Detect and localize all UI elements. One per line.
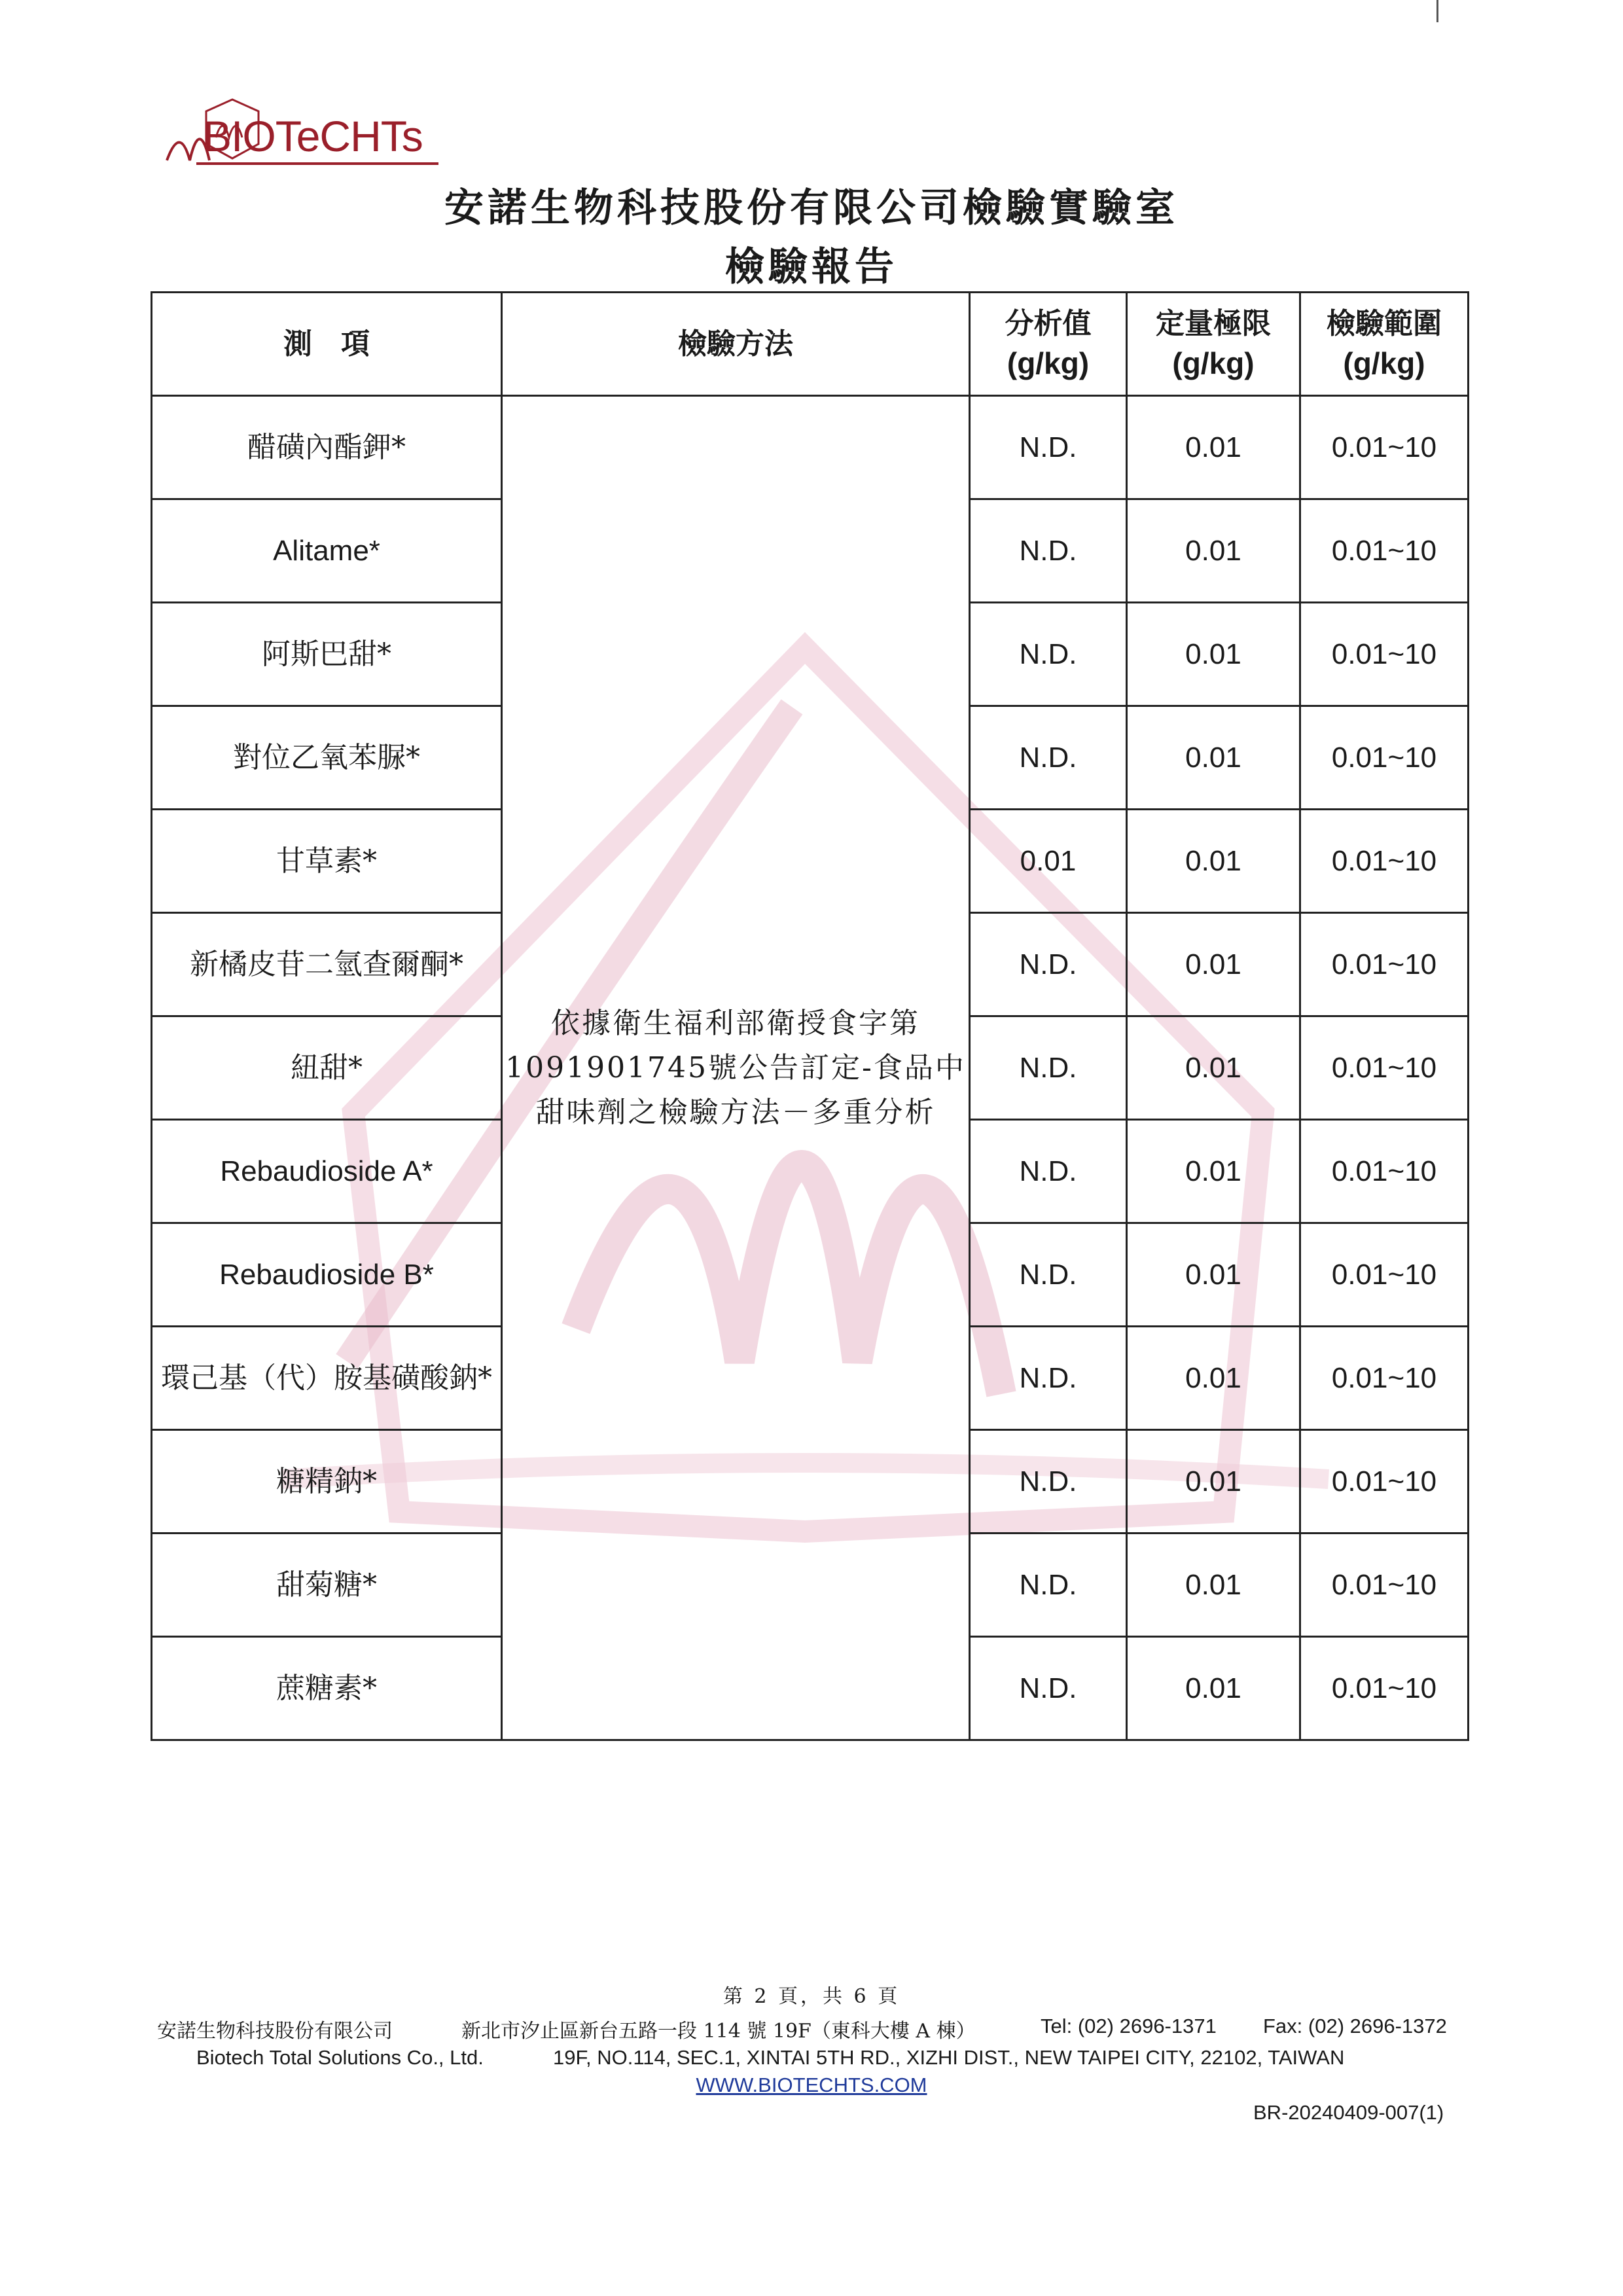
range-value: 0.01~10	[1300, 1534, 1469, 1637]
footer-website-link[interactable]: WWW.BIOTECHTS.COM	[696, 2073, 927, 2096]
document-id: BR-20240409-007(1)	[1253, 2101, 1444, 2124]
logo-text: BIOTeCHTs	[203, 112, 423, 160]
range-value: 0.01~10	[1300, 706, 1469, 810]
range-value: 0.01~10	[1300, 1637, 1469, 1740]
loq-value: 0.01	[1127, 1016, 1300, 1120]
range-value: 0.01~10	[1300, 603, 1469, 706]
loq-value: 0.01	[1127, 603, 1300, 706]
range-value: 0.01~10	[1300, 1120, 1469, 1223]
loq-value: 0.01	[1127, 1327, 1300, 1430]
loq-value: 0.01	[1127, 706, 1300, 810]
range-value: 0.01~10	[1300, 499, 1469, 603]
report-title: 檢驗報告	[725, 244, 898, 290]
analysis-value: N.D.	[970, 913, 1127, 1016]
analysis-value: N.D.	[970, 706, 1127, 810]
item-name: 甜菊糖*	[152, 1534, 502, 1637]
footer-company-zh: 安諾生物科技股份有限公司	[157, 2020, 393, 2043]
item-name: 糖精鈉*	[152, 1430, 502, 1534]
loq-value: 0.01	[1127, 396, 1300, 499]
footer-address-en: 19F, NO.114, SEC.1, XINTAI 5TH RD., XIZHI DIST., NEW TAIPEI CITY, 22102, TAIWAN	[553, 2046, 1345, 2069]
footer-address-zh: 新北市汐止區新台五路一段 114 號 19F（東科大樓 A 棟）	[461, 2020, 976, 2043]
range-value: 0.01~10	[1300, 1430, 1469, 1534]
analysis-value: N.D.	[970, 603, 1127, 706]
loq-value: 0.01	[1127, 1120, 1300, 1223]
item-name: 紐甜*	[152, 1016, 502, 1120]
item-name: 蔗糖素*	[152, 1637, 502, 1740]
scan-mark	[1436, 0, 1438, 22]
item-name: Rebaudioside A*	[152, 1120, 502, 1223]
loq-value: 0.01	[1127, 499, 1300, 603]
loq-value: 0.01	[1127, 1637, 1300, 1740]
header-loq: 定量極限 (g/kg)	[1127, 293, 1300, 396]
item-name: 阿斯巴甜*	[152, 603, 502, 706]
footer-tel: Tel: (02) 2696-1371	[1041, 2015, 1217, 2037]
loq-value: 0.01	[1127, 1534, 1300, 1637]
footer-company-en: Biotech Total Solutions Co., Ltd.	[196, 2046, 484, 2069]
header-item: 測 項	[152, 293, 502, 396]
range-value: 0.01~10	[1300, 1223, 1469, 1327]
header-method: 檢驗方法	[502, 293, 970, 396]
item-name: 甘草素*	[152, 810, 502, 913]
range-value: 0.01~10	[1300, 396, 1469, 499]
analysis-value: N.D.	[970, 396, 1127, 499]
analysis-value: N.D.	[970, 1016, 1127, 1120]
item-name: Rebaudioside B*	[152, 1223, 502, 1327]
item-name: 醋磺內酯鉀*	[152, 396, 502, 499]
analysis-value: N.D.	[970, 1223, 1127, 1327]
analysis-value: N.D.	[970, 1430, 1127, 1534]
range-value: 0.01~10	[1300, 913, 1469, 1016]
table-row	[152, 396, 1469, 499]
item-name: Alitame*	[152, 499, 502, 603]
footer-fax: Fax: (02) 2696-1372	[1263, 2015, 1447, 2037]
loq-value: 0.01	[1127, 1430, 1300, 1534]
range-value: 0.01~10	[1300, 810, 1469, 913]
page-number: 第 2 頁，共 6 頁	[722, 1985, 901, 2008]
analysis-value: N.D.	[970, 1120, 1127, 1223]
report-table	[151, 291, 1469, 1741]
logo-underline	[196, 162, 438, 165]
analysis-value: N.D.	[970, 1637, 1127, 1740]
range-value: 0.01~10	[1300, 1016, 1469, 1120]
header-value: 分析值 (g/kg)	[970, 293, 1127, 396]
loq-value: 0.01	[1127, 1223, 1300, 1327]
range-value: 0.01~10	[1300, 1327, 1469, 1430]
analysis-value: N.D.	[970, 1327, 1127, 1430]
loq-value: 0.01	[1127, 913, 1300, 1016]
item-name: 環己基（代）胺基磺酸鈉*	[152, 1327, 502, 1430]
analysis-value: N.D.	[970, 499, 1127, 603]
item-name: 新橘皮苷二氫查爾酮*	[152, 913, 502, 1016]
analysis-value: N.D.	[970, 1534, 1127, 1637]
loq-value: 0.01	[1127, 810, 1300, 913]
table-header-row	[152, 293, 1469, 396]
item-name: 對位乙氧苯脲*	[152, 706, 502, 810]
header-range: 檢驗範圍 (g/kg)	[1300, 293, 1469, 396]
company-title: 安諾生物科技股份有限公司檢驗實驗室	[444, 185, 1179, 231]
analysis-value: 0.01	[970, 810, 1127, 913]
method-text: 依據衛生福利部衛授食字第1091901745號公告訂定-食品中甜味劑之檢驗方法－多重分析	[502, 396, 970, 1740]
